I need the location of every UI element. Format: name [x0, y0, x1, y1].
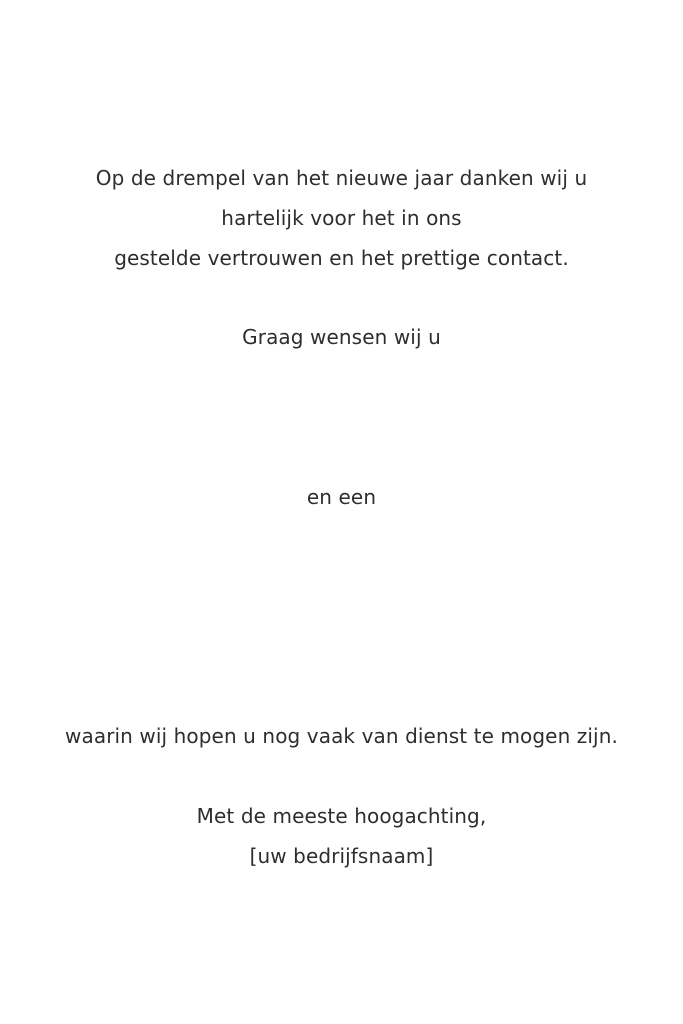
intro-line-3: gestelde vertrouwen en het prettige contact. — [114, 246, 569, 270]
intro-line-2: hartelijk voor het in ons — [221, 206, 462, 230]
intro-line-1: Op de drempel van het nieuwe jaar danken wij u — [95, 166, 588, 190]
company-name-placeholder: [uw bedrijfsnaam] — [249, 844, 434, 868]
connector-line: en een — [306, 485, 377, 509]
closing-line: waarin wij hopen u nog vaak van dienst te mogen zijn. — [65, 724, 618, 748]
wish-line: Graag wensen wij u — [242, 325, 441, 349]
salutation: Met de meeste hoogachting, — [196, 804, 487, 828]
